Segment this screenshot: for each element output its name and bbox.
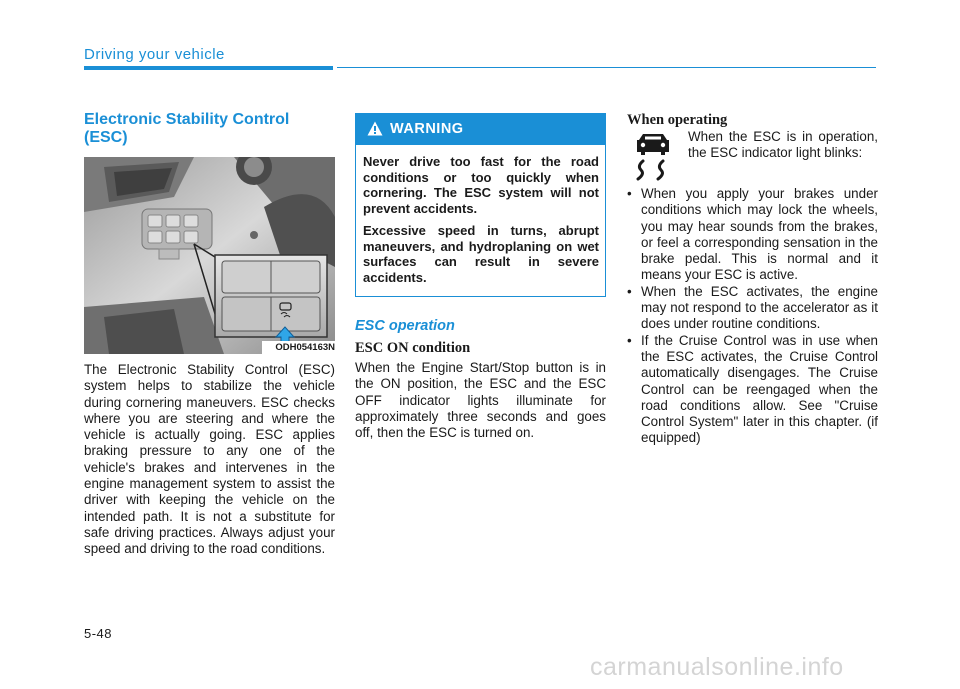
warning-paragraph-1: Never drive too fast for the road conditions or too quickly when cornering. The ESC system will not prevent accidents. (363, 154, 599, 216)
bullet-marker: • (627, 186, 632, 201)
header-rule-thin (337, 67, 876, 68)
esc-indicator-icon (627, 130, 679, 182)
list-item (627, 284, 878, 333)
page-title (84, 111, 344, 147)
warning-title: WARNING (390, 121, 464, 137)
list-item-text: When the ESC activates, the engine may not respond to the accelerator as it does under routine conditions. (641, 283, 878, 332)
page-title-line2: (ESC) (84, 129, 128, 146)
page-number: 5-48 (84, 626, 113, 641)
list-item-text: If the Cruise Control was in use when the ESC activates, the Cruise Control automatically disengages. The Cruise Control can be reengaged when the road conditions allow. See "Cruise Control System" later in this chapter. (if equipped) (641, 332, 878, 446)
when-operating-list (627, 186, 878, 447)
figure-code: ODH054163N (262, 341, 335, 354)
list-item (627, 333, 878, 447)
warning-text (363, 154, 599, 292)
when-operating-heading: When operating (627, 112, 728, 128)
dashboard-illustration (84, 157, 335, 354)
esc-indicator-text: When the ESC is in operation, the ESC indicator light blinks: (688, 129, 878, 161)
warning-paragraph-2: Excessive speed in turns, abrupt maneuvers, and hydroplaning on wet surfaces can result in severe accidents. (363, 223, 599, 285)
esc-on-condition-heading: ESC ON condition (355, 340, 471, 356)
esc-description: The Electronic Stability Control (ESC) system helps to stabilize the vehicle during cornering maneuvers. ESC checks where you are steering and where the vehicle is actually going. ESC applies braking pressure to any one of the vehicle's brakes and intervenes in the engine management system to assist the driver with keeping the vehicle on the intended path. It is not a substitute for safe driving practices. Always adjust your speed and driving to the road conditions. (84, 362, 335, 557)
page-title-line1: Electronic Stability Control (84, 111, 290, 128)
esc-operation-heading: ESC operation (355, 318, 455, 334)
dashboard-photo (84, 157, 335, 354)
bullet-marker: • (627, 283, 632, 299)
warning-triangle-icon (367, 121, 383, 136)
watermark: carmanualsonline.info (590, 653, 844, 681)
header-rule-thick (84, 66, 333, 70)
section-label: Driving your vehicle (84, 46, 225, 63)
list-item (627, 186, 878, 284)
esc-on-condition-text: When the Engine Start/Stop button is in the ON position, the ESC and the ESC OFF indicator lights illuminate for approximately three seconds and goes off, then the ESC is turned on. (355, 360, 606, 441)
list-item-text: When you apply your brakes under conditions which may lock the wheels, you may hear sounds from the brakes, or feel a corresponding sensation in the brake pedal. This is normal and it means your ESC is active. (641, 186, 878, 283)
bullet-marker: • (627, 332, 632, 348)
